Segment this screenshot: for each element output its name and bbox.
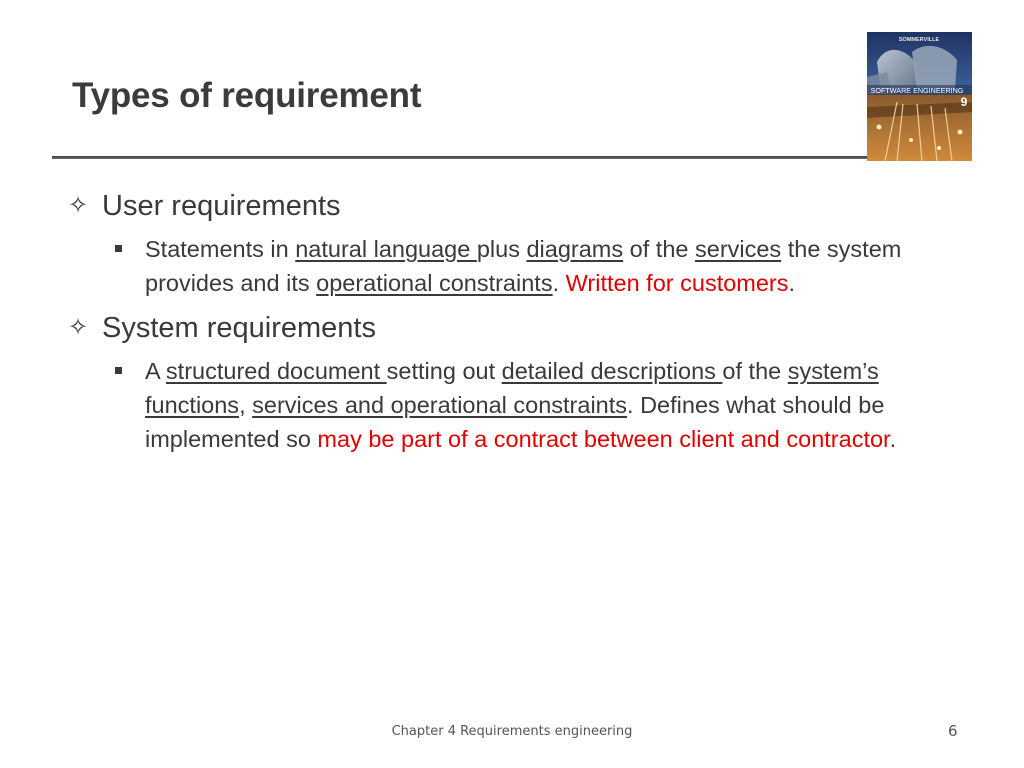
page-number: 6 <box>948 722 958 740</box>
text-run: the system provides and its <box>145 236 902 296</box>
bullet-user-requirements <box>68 186 968 226</box>
bullet-heading: User requirements <box>102 190 341 222</box>
square-bullet-icon <box>115 245 122 252</box>
term-operational-constraints: operational constraints <box>316 270 553 296</box>
cover-brand: SOMMERVILLE <box>898 37 940 43</box>
sub-bullet-user-requirements <box>145 232 967 300</box>
four-point-star-outline-icon: ✧ <box>68 192 89 219</box>
slide-body <box>68 186 968 464</box>
text-run: of the <box>623 236 695 262</box>
text-run: Statements in <box>145 236 296 262</box>
term-natural-language: natural language <box>295 236 477 262</box>
text-run: of the <box>722 358 788 384</box>
square-bullet-icon <box>115 367 122 374</box>
term-diagrams: diagrams <box>526 236 624 262</box>
text-run: . <box>889 426 897 452</box>
book-cover-image <box>867 32 972 161</box>
term-services-and-constraints: services and operational constraints <box>252 392 628 418</box>
term-detailed-descriptions: detailed descriptions <box>501 358 723 384</box>
slide-title: Types of requirement <box>72 76 422 115</box>
emphasis-text: may be part of a contract between client and contractor <box>317 426 890 452</box>
emphasis-text: Written for customers <box>565 270 789 296</box>
text-run: plus <box>476 236 527 262</box>
four-point-star-outline-icon: ✧ <box>68 314 89 341</box>
sub-bullet-system-requirements <box>145 354 967 456</box>
text-run: . <box>788 270 796 296</box>
term-system-functions: system’s functions <box>145 358 879 418</box>
term-services: services <box>695 236 782 262</box>
cover-title: SOFTWARE ENGINEERING <box>870 86 964 95</box>
bullet-heading: System requirements <box>102 312 376 344</box>
bullet-system-requirements <box>68 308 968 348</box>
text-run: , <box>239 392 253 418</box>
text-run: setting out <box>386 358 502 384</box>
text-run: . <box>552 270 566 296</box>
term-structured-document: structured document <box>165 358 387 384</box>
cover-edition: 9 <box>960 95 968 109</box>
slide-footer: Chapter 4 Requirements engineering <box>391 724 633 739</box>
text-run: . Defines what should be implemented so <box>145 392 885 452</box>
title-divider <box>52 156 872 159</box>
text-run: A <box>145 358 166 384</box>
